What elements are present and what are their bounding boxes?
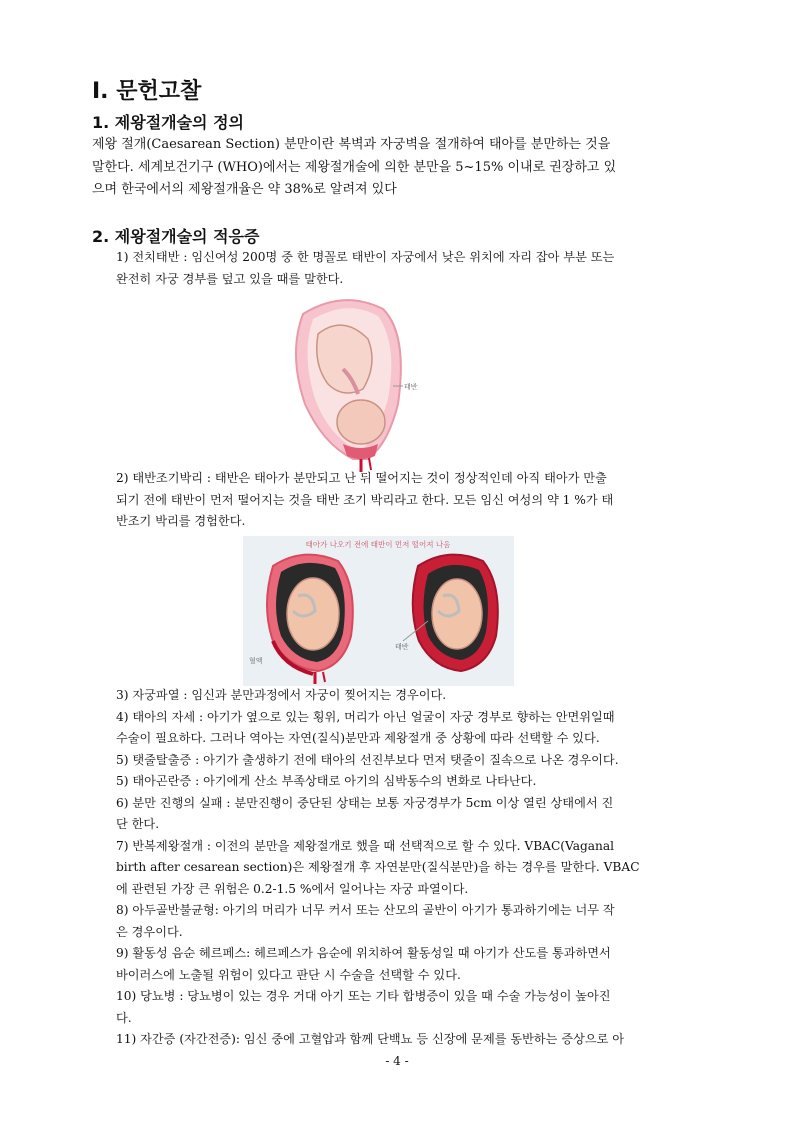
figure1-label: 태반 xyxy=(404,383,418,391)
item-line: 10) 당뇨병 : 당뇨병이 있는 경우 거대 아기 또는 기타 합병증이 있을 때 수술 가능성이 높아진 xyxy=(116,989,611,1003)
item-line: 은 경우이다. xyxy=(116,924,183,939)
figure2-label-right: 태반 xyxy=(395,643,409,651)
item-line: 반조기 박리를 경험한다. xyxy=(116,514,246,528)
item1-paragraph xyxy=(116,247,700,290)
section1-line: 말한다. 세계보건기구 (WHO)에서는 제왕절개술에 의한 분만을 5~15% 이내로 권장하고 있 xyxy=(92,159,617,175)
item-line: 2) 태반조기박리 : 태반은 태아가 분만되고 난 뒤 떨어지는 것이 정상적인데 아직 태아가 만출 xyxy=(116,471,607,485)
item2-paragraph xyxy=(116,468,700,533)
section1-line: 제왕 절개(Caesarean Section) 분만이란 복벽과 자궁벽을 절개하여 태아를 분만하는 것을 xyxy=(92,137,611,152)
item-line: 되기 전에 태반이 먼저 떨어지는 것을 태반 조기 박리라고 한다. 모든 임신 여성의 약 1 %가 태 xyxy=(116,492,614,507)
item-line: 수술이 필요하다. 그러나 역아는 자연(질식)분만과 제왕절개 중 상황에 따라 선택할 수 있다. xyxy=(116,731,600,745)
section1-paragraph xyxy=(92,134,700,202)
item-line: 1) 전치태반 : 임신여성 200명 중 한 명꼴로 태반이 자궁에서 낮은 위치에 자리 잡아 부분 또는 xyxy=(116,250,615,264)
main-heading: Ⅰ. 문헌고찰 xyxy=(92,79,202,104)
figure2-label-left: 혈액 xyxy=(249,657,263,665)
page-number: - 4 - xyxy=(385,1054,409,1068)
item-line: 5) 탯줄탈출증 : 아기가 출생하기 전에 태아의 선진부보다 먼저 탯줄이 질속으로 나온 경우이다. xyxy=(116,752,619,767)
section1-line: 으며 한국에서의 제왕절개율은 약 38%로 알려져 있다 xyxy=(92,182,397,197)
placenta-previa-figure xyxy=(283,294,439,472)
item-line: 9) 활동성 음순 헤르페스: 헤르페스가 음순에 위치하여 활동성일 때 아기가 산도를 통과하면서 xyxy=(116,946,611,960)
item-line: 단 한다. xyxy=(116,817,160,831)
item-line: 바이러스에 노출될 위험이 있다고 판단 시 수술을 선택할 수 있다. xyxy=(116,967,461,982)
section1-title: 1. 제왕절개술의 정의 xyxy=(92,113,244,132)
item-line: 3) 자궁파열 : 임신과 분만과정에서 자궁이 찢어지는 경우이다. xyxy=(116,688,447,702)
item-line: 5) 태아곤란증 : 아기에게 산소 부족상태로 아기의 심박동수의 변화로 나타난다. xyxy=(116,774,537,788)
section2-title: 2. 제왕절개술의 적응증 xyxy=(92,227,260,246)
item-line: 완전히 자궁 경부를 덮고 있을 때를 말한다. xyxy=(116,271,344,286)
figure2-caption: 태아가 나오기 전에 태반이 먼저 떨어져 나옴 xyxy=(305,540,451,549)
placental-abruption-figure xyxy=(243,536,514,686)
item-line: birth after cesarean section)은 제왕절개 후 자연분만(질식분만)을 하는 경우를 말한다. VBAC xyxy=(116,860,640,874)
item-line: 11) 자간증 (자간전증): 임신 중에 고혈압과 함께 단백뇨 등 신장에 문제를 동반하는 증상으로 아 xyxy=(116,1032,625,1046)
item-line: 6) 분만 진행의 실패 : 분만진행이 중단된 상태는 보통 자궁경부가 5cm 이상 열린 상태에서 진 xyxy=(116,795,614,810)
items-3-to-11 xyxy=(116,685,700,1051)
item-line: 에 관련된 가장 큰 위험은 0.2-1.5 %에서 일어나는 자궁 파열이다. xyxy=(116,881,469,896)
item-line: 8) 아두골반불균형: 아기의 머리가 너무 커서 또는 산모의 골반이 아기가 통과하기에는 너무 작 xyxy=(116,903,615,917)
item-line: 7) 반복제왕절개 : 이전의 분만을 제왕절개로 했을 때 선택적으로 할 수 있다. VBAC(Vaganal xyxy=(116,838,615,853)
item-line: 4) 태아의 자세 : 아기가 옆으로 있는 횡위, 머리가 아닌 얼굴이 자궁 경부로 향하는 안면위일때 xyxy=(116,709,615,724)
item-line: 다. xyxy=(116,1010,132,1025)
